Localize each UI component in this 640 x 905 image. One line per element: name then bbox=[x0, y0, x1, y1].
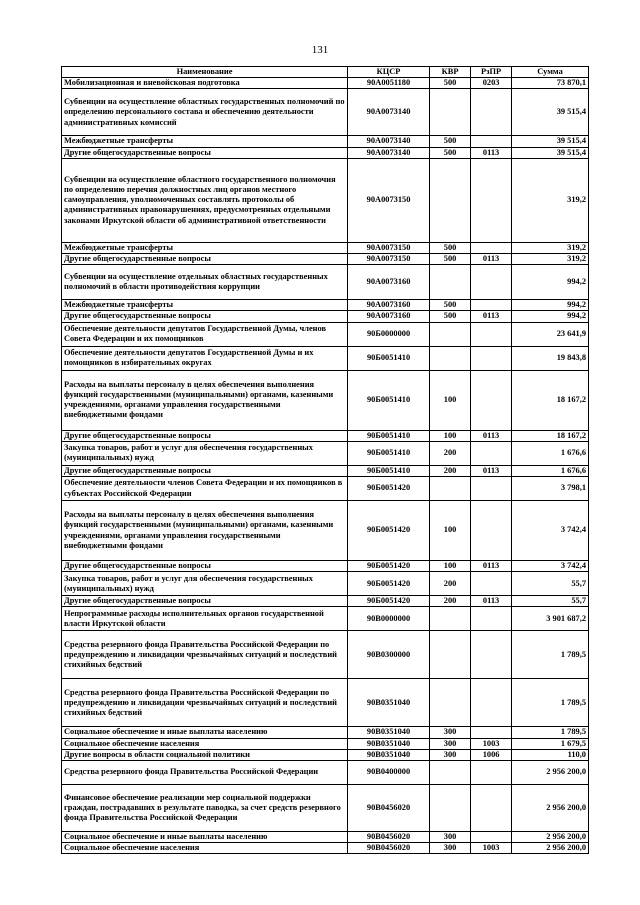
cell-kcsr: 90Б0051420 bbox=[348, 501, 430, 561]
cell-kcsr: 90Б0051410 bbox=[348, 441, 430, 465]
cell-kcsr: 90Б0051420 bbox=[348, 477, 430, 501]
cell-name: Другие общегосударственные вопросы bbox=[62, 430, 348, 441]
cell-name: Межбюджетные трансферты bbox=[62, 136, 348, 147]
cell-rzpr bbox=[471, 265, 512, 300]
table-row bbox=[62, 370, 589, 430]
cell-kcsr: 90Б0051410 bbox=[348, 465, 430, 476]
cell-name: Другие вопросы в области социальной политики bbox=[62, 749, 348, 760]
cell-rzpr: 1006 bbox=[471, 749, 512, 760]
cell-name: Средства резервного фонда Правительства Российской Федерации по предупреждению и ликвидации чрезвычайных ситуаций и последствий стихийных бедствий bbox=[62, 631, 348, 679]
cell-kcsr: 90А0073140 bbox=[348, 136, 430, 147]
cell-name: Межбюджетные трансферты bbox=[62, 300, 348, 311]
table-row bbox=[62, 254, 589, 265]
cell-rzpr bbox=[471, 322, 512, 346]
cell-rzpr bbox=[471, 346, 512, 370]
cell-kvr: 500 bbox=[430, 254, 471, 265]
cell-rzpr bbox=[471, 679, 512, 727]
table-row bbox=[62, 465, 589, 476]
cell-sum: 1 789,5 bbox=[512, 631, 589, 679]
table-row bbox=[62, 242, 589, 253]
cell-kvr bbox=[430, 761, 471, 785]
header-kvr: КВР bbox=[430, 67, 471, 78]
cell-sum: 19 843,8 bbox=[512, 346, 589, 370]
table-row bbox=[62, 78, 589, 89]
cell-kvr bbox=[430, 477, 471, 501]
cell-kcsr: 90В0300000 bbox=[348, 631, 430, 679]
cell-rzpr bbox=[471, 832, 512, 843]
cell-kcsr: 90В0351040 bbox=[348, 738, 430, 749]
cell-kvr bbox=[430, 322, 471, 346]
header-name: Наименование bbox=[62, 67, 348, 78]
cell-kcsr: 90В0351040 bbox=[348, 749, 430, 760]
table-row bbox=[62, 136, 589, 147]
cell-kvr: 200 bbox=[430, 465, 471, 476]
cell-kcsr: 90Б0051420 bbox=[348, 561, 430, 572]
cell-name: Межбюджетные трансферты bbox=[62, 242, 348, 253]
cell-sum: 18 167,2 bbox=[512, 430, 589, 441]
cell-rzpr bbox=[471, 761, 512, 785]
cell-name: Обеспечение деятельности членов Совета Федерации и их помощников в субъектах Российской Федерации bbox=[62, 477, 348, 501]
table-header-row bbox=[62, 67, 589, 78]
cell-kcsr: 90Б0051420 bbox=[348, 596, 430, 607]
cell-sum: 23 641,9 bbox=[512, 322, 589, 346]
cell-name: Средства резервного фонда Правительства Российской Федерации bbox=[62, 761, 348, 785]
budget-table bbox=[61, 66, 589, 854]
table-row bbox=[62, 843, 589, 854]
cell-kvr bbox=[430, 679, 471, 727]
cell-kvr bbox=[430, 265, 471, 300]
cell-rzpr bbox=[471, 727, 512, 738]
cell-name: Обеспечение деятельности депутатов Государственной Думы и их помощников в избирательных округах bbox=[62, 346, 348, 370]
cell-rzpr: 0113 bbox=[471, 561, 512, 572]
cell-kvr bbox=[430, 631, 471, 679]
cell-sum: 73 870,1 bbox=[512, 78, 589, 89]
table-row bbox=[62, 727, 589, 738]
cell-kcsr: 90А0073140 bbox=[348, 147, 430, 158]
cell-name: Финансовое обеспечение реализации мер социальной поддержки граждан, пострадавших в результате паводка, за счет средств резервного фонда Правительства Российской Федерации bbox=[62, 785, 348, 832]
table-row bbox=[62, 158, 589, 242]
cell-name: Другие общегосударственные вопросы bbox=[62, 311, 348, 322]
cell-name: Другие общегосударственные вопросы bbox=[62, 254, 348, 265]
cell-kcsr: 90А0051180 bbox=[348, 78, 430, 89]
cell-kvr: 300 bbox=[430, 843, 471, 854]
cell-rzpr bbox=[471, 158, 512, 242]
cell-rzpr bbox=[471, 631, 512, 679]
cell-kcsr: 90Б0051420 bbox=[348, 572, 430, 596]
cell-kvr: 300 bbox=[430, 749, 471, 760]
cell-name: Расходы на выплаты персоналу в целях обеспечения выполнения функций государственными (муниципальными) органами, казенными учреждениями, органами управления государственными внебюджетными фондами bbox=[62, 370, 348, 430]
table-row bbox=[62, 785, 589, 832]
cell-name: Социальное обеспечение населения bbox=[62, 843, 348, 854]
cell-kcsr: 90А0073150 bbox=[348, 158, 430, 242]
cell-name: Средства резервного фонда Правительства Российской Федерации по предупреждению и ликвидации чрезвычайных ситуаций и последствий стихийных бедствий bbox=[62, 679, 348, 727]
cell-rzpr bbox=[471, 136, 512, 147]
cell-kcsr: 90В0456020 bbox=[348, 843, 430, 854]
table-row bbox=[62, 561, 589, 572]
cell-name: Закупка товаров, работ и услуг для обеспечения государственных (муниципальных) нужд bbox=[62, 572, 348, 596]
cell-kvr: 300 bbox=[430, 727, 471, 738]
cell-rzpr bbox=[471, 785, 512, 832]
cell-kvr bbox=[430, 607, 471, 631]
cell-kcsr: 90А0073150 bbox=[348, 242, 430, 253]
cell-kcsr: 90Б0051410 bbox=[348, 430, 430, 441]
cell-sum: 2 956 200,0 bbox=[512, 761, 589, 785]
cell-sum: 1 676,6 bbox=[512, 441, 589, 465]
cell-kcsr: 90В0351040 bbox=[348, 679, 430, 727]
table-row bbox=[62, 679, 589, 727]
cell-kvr bbox=[430, 346, 471, 370]
cell-sum: 994,2 bbox=[512, 300, 589, 311]
cell-rzpr bbox=[471, 89, 512, 136]
cell-kvr: 100 bbox=[430, 561, 471, 572]
cell-rzpr: 0203 bbox=[471, 78, 512, 89]
cell-rzpr bbox=[471, 300, 512, 311]
cell-sum: 319,2 bbox=[512, 158, 589, 242]
cell-kcsr: 90Б0000000 bbox=[348, 322, 430, 346]
cell-kcsr: 90В0351040 bbox=[348, 727, 430, 738]
cell-kvr: 200 bbox=[430, 441, 471, 465]
cell-name: Субвенции на осуществление отдельных областных государственных полномочий в области противодействия коррупции bbox=[62, 265, 348, 300]
cell-rzpr bbox=[471, 477, 512, 501]
cell-rzpr: 0113 bbox=[471, 254, 512, 265]
cell-kvr: 500 bbox=[430, 136, 471, 147]
cell-rzpr: 0113 bbox=[471, 430, 512, 441]
cell-rzpr: 0113 bbox=[471, 596, 512, 607]
cell-sum: 319,2 bbox=[512, 242, 589, 253]
cell-kcsr: 90В0400000 bbox=[348, 761, 430, 785]
cell-rzpr bbox=[471, 441, 512, 465]
table-row bbox=[62, 607, 589, 631]
table-row bbox=[62, 572, 589, 596]
cell-kvr: 500 bbox=[430, 311, 471, 322]
page-number: 131 bbox=[311, 44, 329, 56]
cell-kvr: 300 bbox=[430, 832, 471, 843]
cell-name: Социальное обеспечение и иные выплаты населению bbox=[62, 727, 348, 738]
cell-name: Субвенции на осуществление областного государственного полномочия по определению перечня должностных лиц органов местного самоуправления, уполномоченных составлять протоколы об административных правонарушениях, предусмотренных отдельными законами Иркутской области об административной ответственности bbox=[62, 158, 348, 242]
cell-kvr: 500 bbox=[430, 78, 471, 89]
cell-name: Непрограммные расходы исполнительных органов государственной власти Иркутской области bbox=[62, 607, 348, 631]
cell-rzpr bbox=[471, 242, 512, 253]
table-row bbox=[62, 832, 589, 843]
cell-sum: 39 515,4 bbox=[512, 147, 589, 158]
cell-sum: 39 515,4 bbox=[512, 136, 589, 147]
cell-sum: 994,2 bbox=[512, 265, 589, 300]
cell-name: Закупка товаров, работ и услуг для обеспечения государственных (муниципальных) нужд bbox=[62, 441, 348, 465]
cell-kcsr: 90А0073160 bbox=[348, 265, 430, 300]
cell-sum: 110,0 bbox=[512, 749, 589, 760]
table-row bbox=[62, 322, 589, 346]
cell-kvr: 300 bbox=[430, 738, 471, 749]
table-row bbox=[62, 738, 589, 749]
cell-kvr: 500 bbox=[430, 147, 471, 158]
cell-sum: 994,2 bbox=[512, 311, 589, 322]
cell-sum: 1 789,5 bbox=[512, 727, 589, 738]
cell-sum: 319,2 bbox=[512, 254, 589, 265]
cell-kcsr: 90Б0051410 bbox=[348, 370, 430, 430]
cell-name: Мобилизационная и вневойсковая подготовка bbox=[62, 78, 348, 89]
table-row bbox=[62, 749, 589, 760]
cell-sum: 1 679,5 bbox=[512, 738, 589, 749]
cell-name: Другие общегосударственные вопросы bbox=[62, 465, 348, 476]
cell-sum: 2 956 200,0 bbox=[512, 785, 589, 832]
cell-kvr bbox=[430, 89, 471, 136]
cell-rzpr: 1003 bbox=[471, 738, 512, 749]
table-row bbox=[62, 631, 589, 679]
cell-sum: 2 956 200,0 bbox=[512, 843, 589, 854]
cell-name: Субвенции на осуществление областных государственных полномочий по определению персонального состава и обеспечению деятельности административных комиссий bbox=[62, 89, 348, 136]
table-row bbox=[62, 761, 589, 785]
cell-kvr bbox=[430, 785, 471, 832]
cell-kvr bbox=[430, 158, 471, 242]
table-row bbox=[62, 430, 589, 441]
cell-kcsr: 90В0456020 bbox=[348, 785, 430, 832]
cell-rzpr bbox=[471, 572, 512, 596]
table-row bbox=[62, 89, 589, 136]
cell-sum: 55,7 bbox=[512, 596, 589, 607]
cell-name: Другие общегосударственные вопросы bbox=[62, 561, 348, 572]
cell-sum: 1 789,5 bbox=[512, 679, 589, 727]
cell-sum: 3 901 687,2 bbox=[512, 607, 589, 631]
cell-kvr: 500 bbox=[430, 242, 471, 253]
cell-name: Обеспечение деятельности депутатов Государственной Думы, членов Совета Федерации и их помощников bbox=[62, 322, 348, 346]
cell-sum: 1 676,6 bbox=[512, 465, 589, 476]
cell-name: Другие общегосударственные вопросы bbox=[62, 147, 348, 158]
cell-kcsr: 90В0000000 bbox=[348, 607, 430, 631]
cell-rzpr bbox=[471, 607, 512, 631]
table-row bbox=[62, 477, 589, 501]
cell-kcsr: 90А0073160 bbox=[348, 300, 430, 311]
cell-name: Социальное обеспечение и иные выплаты населению bbox=[62, 832, 348, 843]
header-sum: Сумма bbox=[512, 67, 589, 78]
cell-kvr: 500 bbox=[430, 300, 471, 311]
cell-kcsr: 90А0073150 bbox=[348, 254, 430, 265]
cell-name: Другие общегосударственные вопросы bbox=[62, 596, 348, 607]
table-row bbox=[62, 265, 589, 300]
cell-rzpr: 0113 bbox=[471, 465, 512, 476]
table-row bbox=[62, 300, 589, 311]
cell-kvr: 200 bbox=[430, 596, 471, 607]
header-rzpr: РзПР bbox=[471, 67, 512, 78]
table-row bbox=[62, 311, 589, 322]
cell-kcsr: 90А0073160 bbox=[348, 311, 430, 322]
header-kcsr: КЦСР bbox=[348, 67, 430, 78]
cell-sum: 18 167,2 bbox=[512, 370, 589, 430]
cell-name: Социальное обеспечение населения bbox=[62, 738, 348, 749]
cell-rzpr bbox=[471, 370, 512, 430]
cell-kcsr: 90Б0051410 bbox=[348, 346, 430, 370]
cell-sum: 3 742,4 bbox=[512, 501, 589, 561]
cell-rzpr bbox=[471, 501, 512, 561]
cell-kvr: 100 bbox=[430, 501, 471, 561]
cell-kvr: 100 bbox=[430, 430, 471, 441]
table-body bbox=[62, 78, 589, 854]
table-row bbox=[62, 596, 589, 607]
cell-rzpr: 0113 bbox=[471, 311, 512, 322]
cell-sum: 3 742,4 bbox=[512, 561, 589, 572]
cell-kcsr: 90В0456020 bbox=[348, 832, 430, 843]
cell-name: Расходы на выплаты персоналу в целях обеспечения выполнения функций государственными (муниципальными) органами, казенными учреждениями, органами управления государственными внебюджетными фондами bbox=[62, 501, 348, 561]
cell-rzpr: 1003 bbox=[471, 843, 512, 854]
cell-kvr: 100 bbox=[430, 370, 471, 430]
table-row bbox=[62, 441, 589, 465]
cell-sum: 39 515,4 bbox=[512, 89, 589, 136]
cell-kcsr: 90А0073140 bbox=[348, 89, 430, 136]
table-row bbox=[62, 346, 589, 370]
table-row bbox=[62, 501, 589, 561]
cell-sum: 3 798,1 bbox=[512, 477, 589, 501]
cell-sum: 2 956 200,0 bbox=[512, 832, 589, 843]
cell-sum: 55,7 bbox=[512, 572, 589, 596]
cell-rzpr: 0113 bbox=[471, 147, 512, 158]
table-row bbox=[62, 147, 589, 158]
cell-kvr: 200 bbox=[430, 572, 471, 596]
